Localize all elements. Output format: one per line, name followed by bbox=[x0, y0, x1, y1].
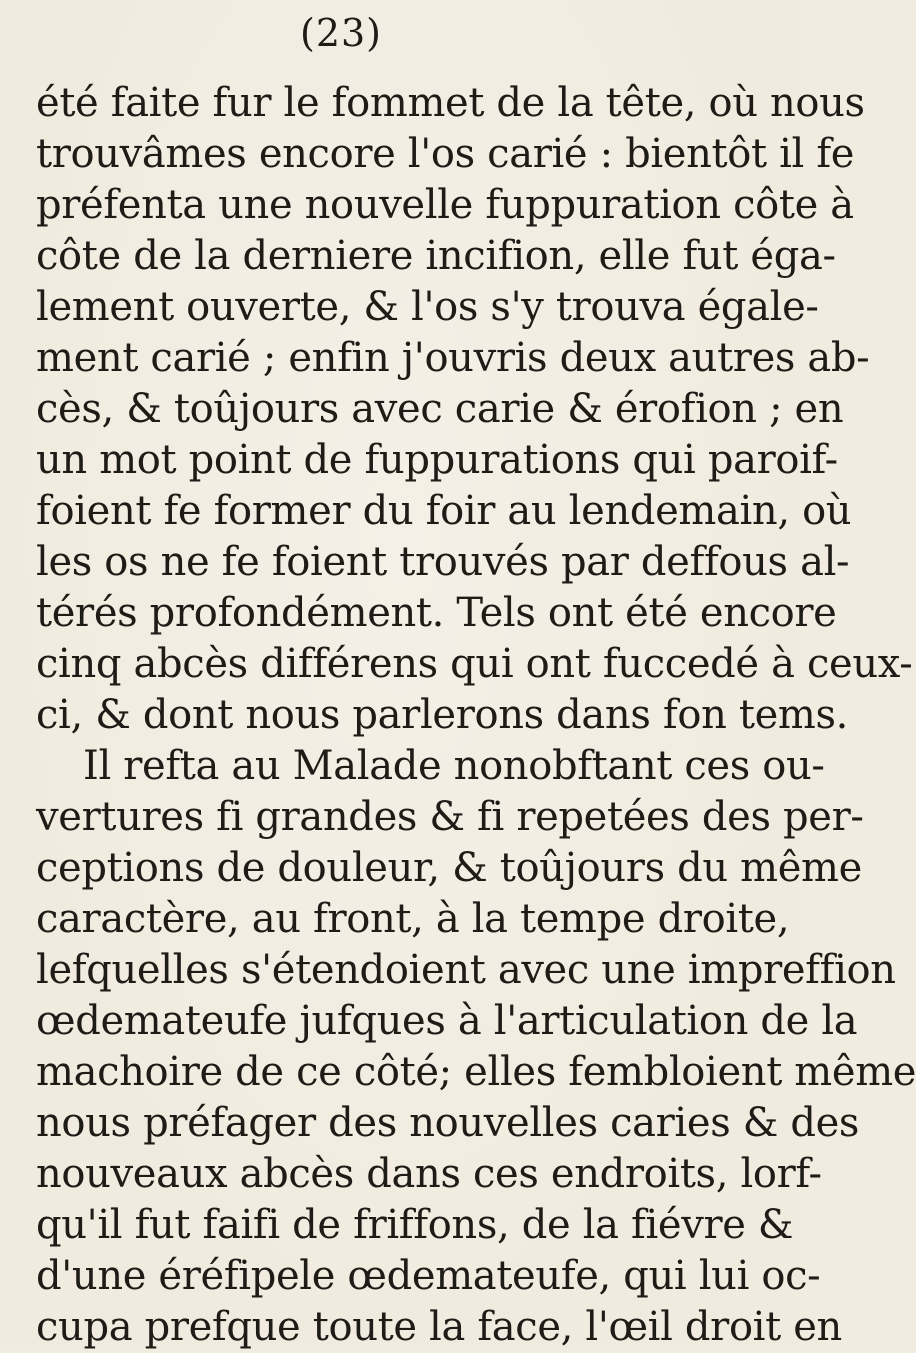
text-line: les os ne fe foient trouvés par deffous al- bbox=[36, 539, 850, 585]
text-line: lefquelles s'étendoient avec une impreffion bbox=[36, 947, 896, 993]
text-line: préfenta une nouvelle fuppuration côte à bbox=[36, 182, 854, 228]
text-line-paragraph-start: Il refta au Malade nonobftant ces ou- bbox=[83, 743, 825, 789]
text-line: térés profondément. Tels ont été encore bbox=[36, 590, 837, 636]
text-line: ceptions de douleur, & toûjours du même bbox=[36, 845, 862, 891]
text-line: été faite fur le fommet de la tête, où nous bbox=[36, 80, 865, 126]
text-line: vertures fi grandes & fi repetées des per- bbox=[36, 794, 864, 840]
text-line-paragraph-end: ci, & dont nous parlerons dans fon tems. bbox=[36, 692, 849, 738]
text-line: trouvâmes encore l'os carié : bientôt il fe bbox=[36, 131, 855, 177]
text-line: ment carié ; enfin j'ouvris deux autres ab- bbox=[36, 335, 870, 381]
text-line: foient fe former du foir au lendemain, où bbox=[36, 488, 852, 534]
text-line: nouveaux abcès dans ces endroits, lorf- bbox=[36, 1151, 822, 1197]
text-line: cès, & toûjours avec carie & érofion ; en bbox=[36, 386, 844, 432]
text-line: caractère, au front, à la tempe droite, bbox=[36, 896, 790, 942]
body-text bbox=[36, 78, 916, 1353]
text-line: qu'il fut faifi de friffons, de la fiévre & bbox=[36, 1202, 794, 1248]
text-line: lement ouverte, & l'os s'y trouva égale- bbox=[36, 284, 819, 330]
text-line: œdemateufe jufques à l'articulation de la bbox=[36, 998, 858, 1044]
text-line: un mot point de fuppurations qui paroif- bbox=[36, 437, 838, 483]
text-line: cinq abcès différens qui ont fuccedé à ceux- bbox=[36, 641, 913, 687]
text-line: côte de la derniere incifion, elle fut éga- bbox=[36, 233, 836, 279]
text-line: cupa prefque toute la face, l'œil droit en bbox=[36, 1304, 842, 1350]
page-number: (23) bbox=[300, 11, 383, 55]
text-line: d'une éréfipele œdemateufe, qui lui oc- bbox=[36, 1253, 821, 1299]
text-line: machoire de ce côté; elles fembloient même bbox=[36, 1049, 916, 1095]
text-line: nous préfager des nouvelles caries & des bbox=[36, 1100, 860, 1146]
